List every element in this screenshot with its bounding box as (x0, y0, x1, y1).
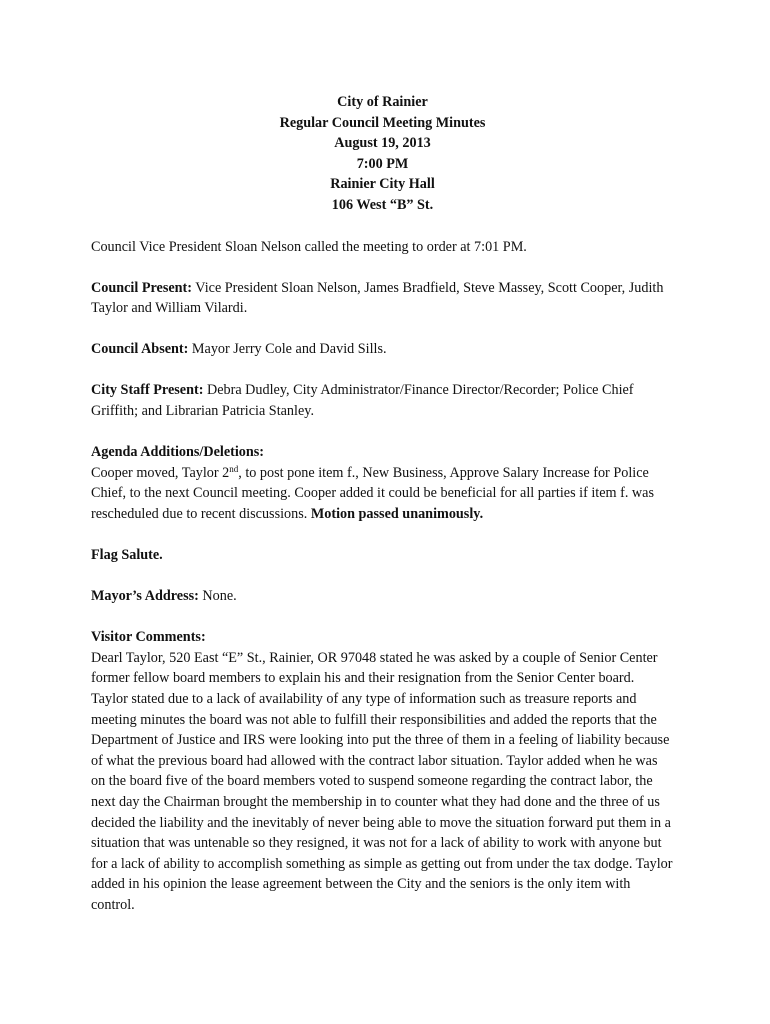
header-address: 106 West “B” St. (331, 196, 434, 213)
staff-present-paragraph (91, 380, 674, 421)
mayor-address-text: None. (198, 588, 237, 605)
header-city: City of Rainier (337, 94, 428, 110)
council-present-text: Vice President Sloan Nelson, James Bradfield, Steve Massey, Scott Cooper, Judith Taylor and William Vilardi. (91, 279, 664, 317)
mayor-address-paragraph (91, 586, 674, 607)
council-absent-text: Mayor Jerry Cole and David Sills. (188, 341, 387, 358)
document-header (91, 92, 674, 216)
visitor-comments-heading: Visitor Comments: (91, 629, 206, 646)
flag-salute: Flag Salute. (91, 547, 163, 563)
staff-present-text: Debra Dudley, City Administrator/Finance Director/Recorder; Police Chief Griffith; and Librarian Patricia Stanley. (91, 382, 634, 420)
motion-result: Motion passed unanimously. (310, 505, 484, 522)
council-absent-label: Council Absent: (91, 341, 189, 358)
staff-present-label: City Staff Present: (91, 382, 204, 399)
agenda-text-b: , to post pone item f., New Business, Approve Salary Increase for Police Chief, to the next Council meeting. Cooper added it could be beneficial for all parties if item f. was rescheduled due to recent discussions. (91, 464, 654, 522)
mayor-address-label: Mayor’s Address: (91, 588, 199, 605)
agenda-heading: Agenda Additions/Deletions: (91, 444, 265, 461)
council-present-label: Council Present: (91, 279, 193, 296)
agenda-text-a: Cooper moved, Taylor 2 (91, 464, 230, 481)
agenda-section (91, 442, 674, 524)
council-present-paragraph (91, 278, 674, 319)
header-time: 7:00 PM (356, 155, 409, 172)
header-location: Rainier City Hall (330, 176, 435, 193)
agenda-superscript: nd (229, 463, 239, 474)
visitor-comments-section (91, 627, 674, 915)
visitor-comments-text: Dearl Taylor, 520 East “E” St., Rainier, OR 97048 stated he was asked by a couple of Senior Center former fellow board members to explain his and their resignation from the Senior Center board. Taylor stated due to a lack of availability of any type of information such as treasure reports and meeting minutes the board was not able to fulfill their responsibilities and added the reports that the Department of Justice and IRS were looking into put the three of them in a feeling of liability because of what the previous board had allowed with the contract labor situation. Taylor added when he was on the board five of the board members voted to suspend someone regarding the contract labor, the next day the Chairman brought the membership in to counter what they had done and the three of us decided the liability and the inevitably of never being able to move the situation forward put them in a situation that was untenable so they resigned, it was not for a lack of ability to work with anyone but for a lack of ability to accomplish something as simple as getting out from under the tax dodge. Taylor added in his opinion the lease agreement between the City and the seniors is the only item with control. (91, 649, 673, 913)
header-date: August 19, 2013 (334, 135, 431, 152)
header-title: Regular Council Meeting Minutes (279, 114, 486, 131)
council-absent-paragraph (91, 339, 674, 360)
call-to-order: Council Vice President Sloan Nelson called the meeting to order at 7:01 PM. (91, 238, 527, 255)
